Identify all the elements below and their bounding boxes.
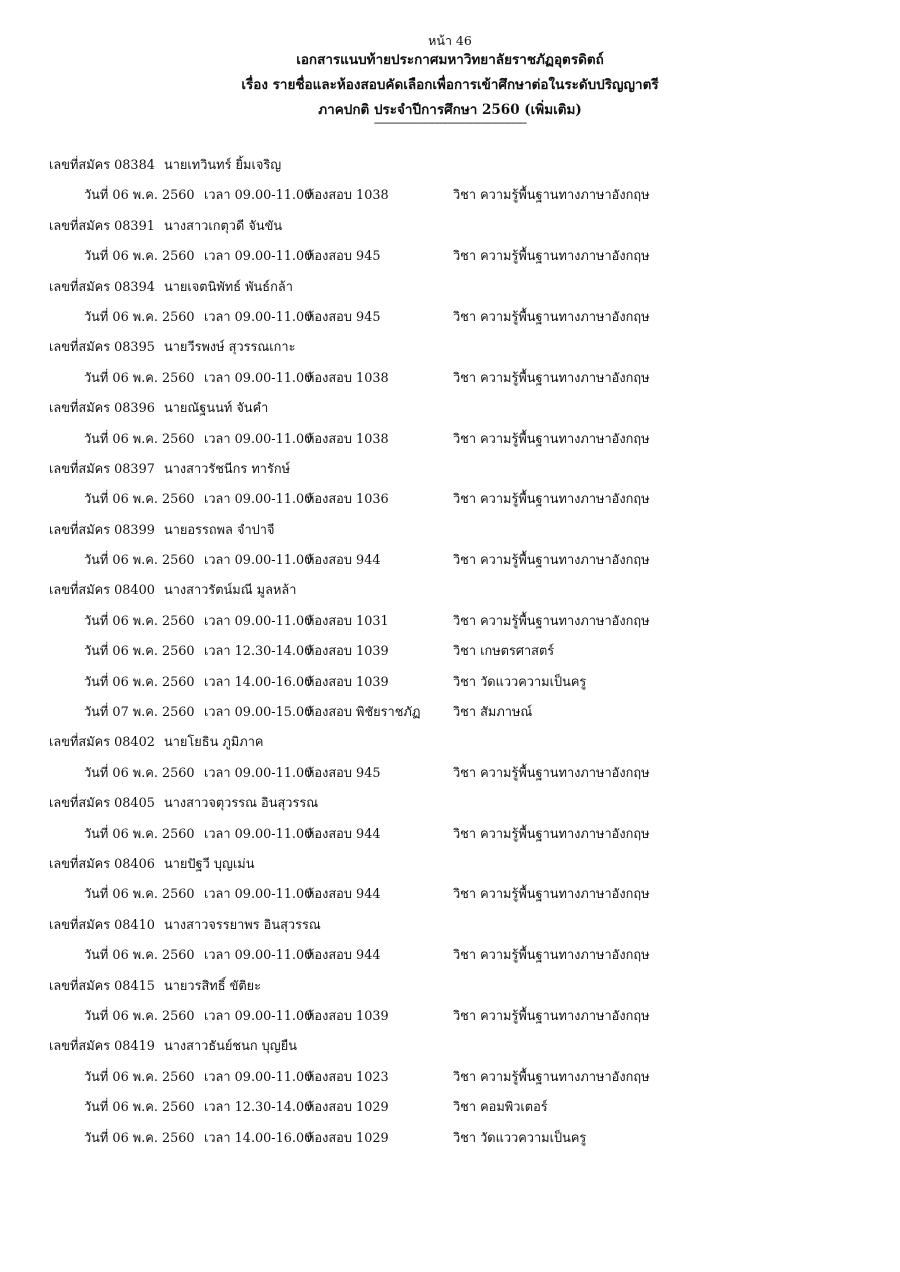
exam-subject: วิชา คอมพิวเตอร์	[453, 1100, 548, 1116]
applicant-number: เลขที่สมัคร 08396	[49, 401, 155, 417]
program-line: ภาคปกติ ประจำปีการศึกษา 2560 (เพิ่มเติม)	[318, 102, 582, 118]
exam-row	[49, 641, 869, 671]
exam-row	[49, 550, 869, 580]
applicant-name: นายวรสิทธิ์ ขัติยะ	[164, 978, 262, 994]
exam-row	[49, 884, 869, 914]
exam-row	[49, 672, 869, 702]
applicant-name: นายเจตนิพัทธ์ พันธ์กล้า	[164, 279, 293, 295]
exam-room: ห้องสอบ 1029	[306, 1130, 389, 1146]
exam-time: เวลา 09.00-11.00	[204, 613, 313, 629]
applicant-row	[49, 1036, 869, 1066]
exam-row	[49, 824, 869, 854]
exam-time: เวลา 12.30-14.00	[204, 644, 313, 660]
exam-room: ห้องสอบ 1023	[306, 1069, 389, 1085]
applicant-name: นายอรรถพล จำปาจี	[164, 522, 275, 538]
page-number: หน้า 46	[428, 33, 472, 48]
applicant-name: นายวีรพงษ์ สุวรรณเกาะ	[164, 340, 296, 356]
exam-room: ห้องสอบ 1039	[306, 674, 389, 690]
applicant-name: นางสาวรัตน์มณี มูลหล้า	[164, 583, 297, 599]
exam-row	[49, 429, 869, 459]
document-title: เอกสารแนบท้ายประกาศมหาวิทยาลัยราชภัฏอุตรดิตถ์	[296, 52, 604, 68]
exam-subject: วิชา ความรู้พื้นฐานทางภาษาอังกฤษ	[453, 370, 650, 386]
exam-subject: วิชา ความรู้พื้นฐานทางภาษาอังกฤษ	[453, 492, 650, 508]
exam-time: เวลา 09.00-11.00	[204, 948, 313, 964]
applicant-row	[49, 337, 869, 367]
applicant-row	[49, 732, 869, 762]
exam-room: ห้องสอบ 1038	[306, 431, 389, 447]
exam-date: วันที่ 06 พ.ค. 2560	[84, 492, 195, 508]
exam-subject: วิชา ความรู้พื้นฐานทางภาษาอังกฤษ	[453, 1008, 650, 1024]
applicant-row	[49, 520, 869, 550]
exam-time: เวลา 09.00-11.00	[204, 431, 313, 447]
applicant-number: เลขที่สมัคร 08394	[49, 279, 155, 295]
exam-room: ห้องสอบ 944	[306, 887, 381, 903]
applicant-row	[49, 459, 869, 489]
exam-subject: วิชา สัมภาษณ์	[453, 705, 533, 721]
exam-time: เวลา 09.00-11.00	[204, 1008, 313, 1024]
applicant-name: นางสาวจตุวรรณ อินสุวรรณ	[164, 796, 319, 812]
applicant-number: เลขที่สมัคร 08410	[49, 917, 155, 933]
exam-date: วันที่ 06 พ.ค. 2560	[84, 1008, 195, 1024]
applicant-number: เลขที่สมัคร 08399	[49, 522, 155, 538]
exam-subject: วิชา เกษตรศาสตร์	[453, 644, 555, 660]
exam-subject: วิชา ความรู้พื้นฐานทางภาษาอังกฤษ	[453, 948, 650, 964]
applicant-name: นางสาวเกตุวดี จันขัน	[164, 218, 283, 234]
exam-date: วันที่ 06 พ.ค. 2560	[84, 644, 195, 660]
applicant-number: เลขที่สมัคร 08400	[49, 583, 155, 599]
exam-date: วันที่ 06 พ.ค. 2560	[84, 431, 195, 447]
exam-row	[49, 763, 869, 793]
exam-room: ห้องสอบ 1039	[306, 644, 389, 660]
exam-date: วันที่ 06 พ.ค. 2560	[84, 1130, 195, 1146]
exam-date: วันที่ 06 พ.ค. 2560	[84, 887, 195, 903]
exam-subject: วิชา ความรู้พื้นฐานทางภาษาอังกฤษ	[453, 1069, 650, 1085]
exam-date: วันที่ 06 พ.ค. 2560	[84, 1100, 195, 1116]
applicant-row	[49, 915, 869, 945]
exam-row	[49, 702, 869, 732]
exam-row	[49, 246, 869, 276]
exam-row	[49, 1006, 869, 1036]
exam-room: ห้องสอบ 944	[306, 553, 381, 569]
exam-row	[49, 1067, 869, 1097]
exam-date: วันที่ 06 พ.ค. 2560	[84, 1069, 195, 1085]
exam-room: ห้องสอบ 1029	[306, 1100, 389, 1116]
applicant-number: เลขที่สมัคร 08384	[49, 158, 155, 173]
applicant-number: เลขที่สมัคร 08415	[49, 978, 155, 994]
document-header	[0, 34, 900, 127]
exam-room: ห้องสอบ 945	[306, 309, 381, 325]
applicant-row	[49, 277, 869, 307]
exam-room: ห้องสอบ 1039	[306, 1008, 389, 1024]
exam-room: ห้องสอบ 1036	[306, 492, 389, 508]
applicant-number: เลขที่สมัคร 08402	[49, 735, 155, 751]
exam-time: เวลา 09.00-11.00	[204, 553, 313, 569]
applicant-name: นางสาวรัชนีกร ทารักษ์	[164, 461, 291, 477]
exam-room: ห้องสอบ 945	[306, 765, 381, 781]
exam-row	[49, 1128, 869, 1158]
exam-date: วันที่ 06 พ.ค. 2560	[84, 188, 195, 204]
exam-room: ห้องสอบ 1031	[306, 613, 389, 629]
applicant-list	[49, 155, 869, 1158]
exam-subject: วิชา ความรู้พื้นฐานทางภาษาอังกฤษ	[453, 249, 650, 265]
exam-subject: วิชา วัดแววความเป็นครู	[453, 1130, 587, 1146]
applicant-number: เลขที่สมัคร 08405	[49, 796, 155, 812]
applicant-row	[49, 398, 869, 428]
exam-time: เวลา 09.00-11.00	[204, 1069, 313, 1085]
exam-time: เวลา 09.00-11.00	[204, 492, 313, 508]
exam-subject: วิชา ความรู้พื้นฐานทางภาษาอังกฤษ	[453, 188, 650, 204]
exam-time: เวลา 14.00-16.00	[204, 1130, 313, 1146]
applicant-row	[49, 793, 869, 823]
exam-subject: วิชา ความรู้พื้นฐานทางภาษาอังกฤษ	[453, 309, 650, 325]
exam-date: วันที่ 06 พ.ค. 2560	[84, 674, 195, 690]
exam-room: ห้องสอบ 945	[306, 249, 381, 265]
exam-room: ห้องสอบ 1038	[306, 370, 389, 386]
exam-row	[49, 611, 869, 641]
exam-date: วันที่ 06 พ.ค. 2560	[84, 613, 195, 629]
applicant-row	[49, 155, 869, 185]
exam-date: วันที่ 06 พ.ค. 2560	[84, 309, 195, 325]
exam-room: ห้องสอบ 944	[306, 948, 381, 964]
exam-date: วันที่ 06 พ.ค. 2560	[84, 765, 195, 781]
applicant-number: เลขที่สมัคร 08406	[49, 856, 155, 872]
exam-room: ห้องสอบ พิชัยราชภัฏ	[306, 705, 421, 721]
exam-date: วันที่ 07 พ.ค. 2560	[84, 705, 195, 721]
exam-subject: วิชา ความรู้พื้นฐานทางภาษาอังกฤษ	[453, 553, 650, 569]
exam-time: เวลา 09.00-11.00	[204, 249, 313, 265]
exam-room: ห้องสอบ 1038	[306, 188, 389, 204]
applicant-name: นายโยธิน ภูมิภาค	[164, 735, 264, 751]
exam-date: วันที่ 06 พ.ค. 2560	[84, 948, 195, 964]
applicant-row	[49, 580, 869, 610]
header-separator: --------------------------------------------------------	[373, 116, 527, 129]
exam-time: เวลา 09.00-11.00	[204, 370, 313, 386]
exam-time: เวลา 09.00-11.00	[204, 309, 313, 325]
exam-row	[49, 368, 869, 398]
exam-time: เวลา 09.00-11.00	[204, 765, 313, 781]
applicant-name: นายณัฐนนท์ จันคำ	[164, 401, 269, 417]
exam-time: เวลา 09.00-11.00	[204, 826, 313, 842]
exam-row	[49, 307, 869, 337]
exam-room: ห้องสอบ 944	[306, 826, 381, 842]
applicant-name: นางสาวธันย์ชนก บุญยืน	[164, 1039, 297, 1055]
exam-date: วันที่ 06 พ.ค. 2560	[84, 370, 195, 386]
applicant-number: เลขที่สมัคร 08395	[49, 340, 155, 356]
applicant-name: นางสาวจรรยาพร อินสุวรรณ	[164, 917, 321, 933]
exam-subject: วิชา ความรู้พื้นฐานทางภาษาอังกฤษ	[453, 826, 650, 842]
exam-subject: วิชา ความรู้พื้นฐานทางภาษาอังกฤษ	[453, 431, 650, 447]
exam-subject: วิชา ความรู้พื้นฐานทางภาษาอังกฤษ	[453, 613, 650, 629]
exam-time: เวลา 09.00-11.00	[204, 887, 313, 903]
applicant-number: เลขที่สมัคร 08419	[49, 1039, 155, 1055]
exam-time: เวลา 14.00-16.00	[204, 674, 313, 690]
exam-date: วันที่ 06 พ.ค. 2560	[84, 249, 195, 265]
applicant-name: นายเทวินทร์ ยิ้มเจริญ	[164, 158, 282, 173]
exam-row	[49, 1097, 869, 1127]
exam-date: วันที่ 06 พ.ค. 2560	[84, 826, 195, 842]
applicant-row	[49, 854, 869, 884]
exam-subject: วิชา วัดแววความเป็นครู	[453, 674, 587, 690]
exam-date: วันที่ 06 พ.ค. 2560	[84, 553, 195, 569]
applicant-name: นายปัฐวี บุญเม่น	[164, 856, 255, 872]
exam-subject: วิชา ความรู้พื้นฐานทางภาษาอังกฤษ	[453, 765, 650, 781]
exam-subject: วิชา ความรู้พื้นฐานทางภาษาอังกฤษ	[453, 887, 650, 903]
exam-time: เวลา 09.00-11.00	[204, 188, 313, 204]
exam-row	[49, 185, 869, 215]
applicant-number: เลขที่สมัคร 08397	[49, 461, 155, 477]
applicant-row	[49, 216, 869, 246]
exam-time: เวลา 09.00-15.00	[204, 705, 313, 721]
exam-row	[49, 489, 869, 519]
exam-time: เวลา 12.30-14.00	[204, 1100, 313, 1116]
document-subject: เรื่อง รายชื่อและห้องสอบคัดเลือกเพื่อการเข้าศึกษาต่อในระดับปริญญาตรี	[241, 77, 659, 93]
applicant-number: เลขที่สมัคร 08391	[49, 218, 155, 234]
applicant-row	[49, 976, 869, 1006]
exam-row	[49, 945, 869, 975]
